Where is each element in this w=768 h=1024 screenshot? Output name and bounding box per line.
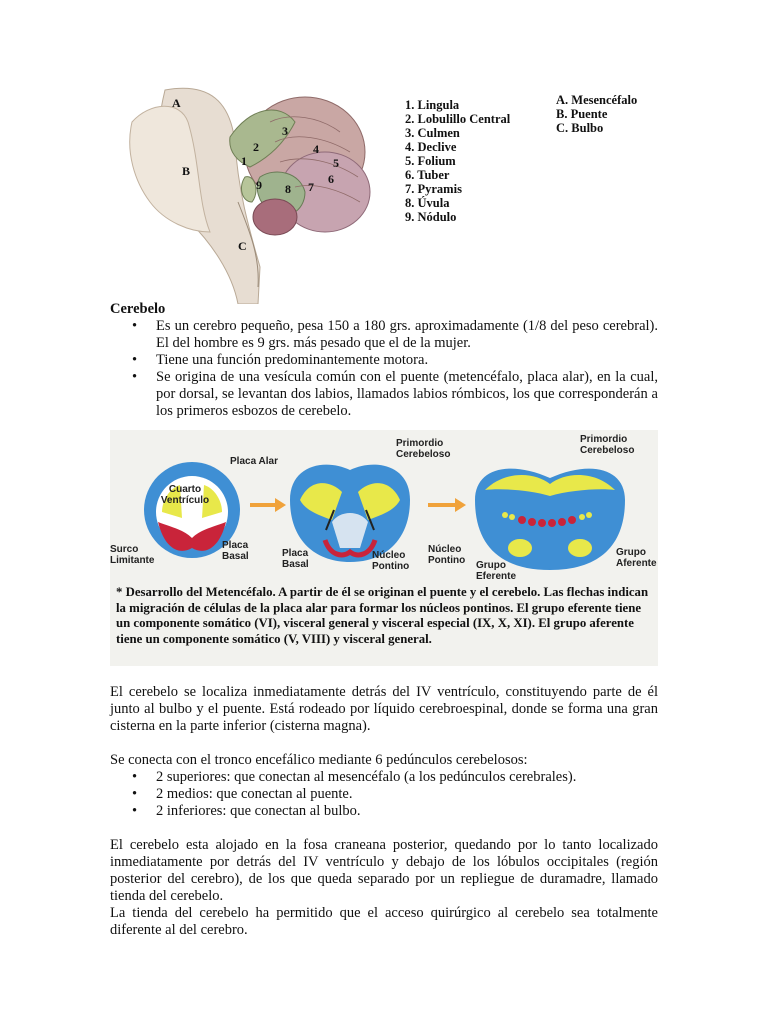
cerebellum-anatomy-figure (110, 82, 680, 304)
label-8: 8 (285, 182, 291, 196)
label-C: C (238, 239, 247, 253)
label-cuarto-ventriculo: Cuarto Ventrículo (160, 484, 210, 506)
paragraph-fossa: El cerebelo esta alojado en la fosa craneana posterior, quedando por lo tanto localizado inmediatamente por detrás del IV ventrículo y debajo de los lóbulos occipitales (región posterior del cerebro), de los que queda separado por un repliegue de duramadre, llamado tienda del cerebelo. (110, 837, 658, 904)
list-item: • Tiene una función predominantemente motora. (110, 352, 658, 369)
label-grupo-aferente: Grupo Aferente (616, 547, 657, 569)
label-9: 9 (256, 178, 262, 192)
figure-caption: * Desarrollo del Metencéfalo. A partir de él se originan el puente y el cerebelo. Las flechas indican la migración de células de la placa alar para formar los núcleos pontinos. El grupo eferente tiene un componente somático (VI), visceral general y visceral especial (IX, X, XI). El grupo aferente tiene un componente somático (V, VIII) y visceral general. (116, 585, 649, 646)
label-5: 5 (333, 156, 339, 170)
paragraph-tentorium: La tienda del cerebelo ha permitido que el acceso quirúrgico al cerebelo sea totalmente diferente al del cerebro. (110, 905, 658, 938)
label-3: 3 (282, 124, 288, 138)
label-7: 7 (308, 180, 314, 194)
label-1: 1 (241, 154, 247, 168)
label-placa-basal-2: Placa Basal (282, 548, 309, 570)
label-6: 6 (328, 172, 334, 186)
legend-item: 1. Lingula (405, 98, 460, 112)
label-surco-limitante: Surco Limitante (110, 544, 155, 566)
legend-item: A. Mesencéfalo (556, 93, 638, 107)
label-B: B (182, 164, 191, 178)
label-placa-basal-1: Placa Basal (222, 540, 249, 562)
label-nucleo-pontino-1: Núcleo Pontino (372, 550, 410, 572)
list-item: • Se origina de una vesícula común con el puente (metencéfalo, placa alar), en la cual, por dorsal, se levantan dos labios, llamados labios rómbicos, los que corresponderán a los primeros esbozos de cerebelo. (110, 369, 658, 420)
legend-item: 4. Declive (405, 140, 457, 154)
paragraph-peduncles: Se conecta con el tronco encefálico mediante 6 pedúnculos cerebelosos: (110, 752, 528, 768)
label-nucleo-pontino-2: Núcleo Pontino (428, 544, 466, 566)
legend-item: 5. Folium (405, 154, 456, 168)
regions-legend (556, 93, 637, 135)
label-primordio-2: Primordio Cerebeloso (580, 434, 635, 456)
legend-item: 9. Nódulo (405, 210, 457, 224)
list-item: • 2 inferiores: que conectan al bulbo. (110, 803, 658, 820)
label-primordio-1: Primordio Cerebeloso (396, 438, 451, 460)
label-2: 2 (253, 140, 259, 154)
label-grupo-eferente: Grupo Eferente (476, 560, 517, 582)
intro-bullet-list (110, 318, 658, 420)
legend-item: 6. Tuber (405, 168, 450, 182)
label-placa-alar: Placa Alar (230, 456, 278, 467)
legend-item: C. Bulbo (556, 121, 604, 135)
legend-item: B. Puente (556, 107, 608, 121)
section-heading: Cerebelo (110, 301, 166, 317)
list-item: • 2 superiores: que conectan al mesencéfalo (a los pedúnculos cerebrales). (110, 769, 658, 786)
legend-item: 3. Culmen (405, 126, 460, 140)
legend-item: 8. Úvula (405, 196, 450, 210)
peduncles-bullet-list (110, 769, 658, 820)
list-item: • Es un cerebro pequeño, pesa 150 a 180 grs. aproximadamente (1/8 del peso cerebral). El del hombre es 9 grs. más pesado que el de la mujer. (110, 318, 658, 352)
paragraph-location: El cerebelo se localiza inmediatamente detrás del IV ventrículo, constituyendo parte de él junto al bulbo y el puente. Está rodeado por líquido cerebroespinal, donde se forma una gran cisterna en la parte inferior (cisterna magna). (110, 684, 658, 734)
cerebellum-illustration (110, 82, 400, 304)
label-4: 4 (313, 142, 319, 156)
label-A: A (172, 96, 181, 110)
legend-item: 2. Lobulillo Central (405, 112, 511, 126)
parts-legend (405, 98, 510, 224)
legend-item: 7. Pyramis (405, 182, 462, 196)
metencephalon-development-figure (110, 430, 658, 666)
list-item: • 2 medios: que conectan al puente. (110, 786, 658, 803)
